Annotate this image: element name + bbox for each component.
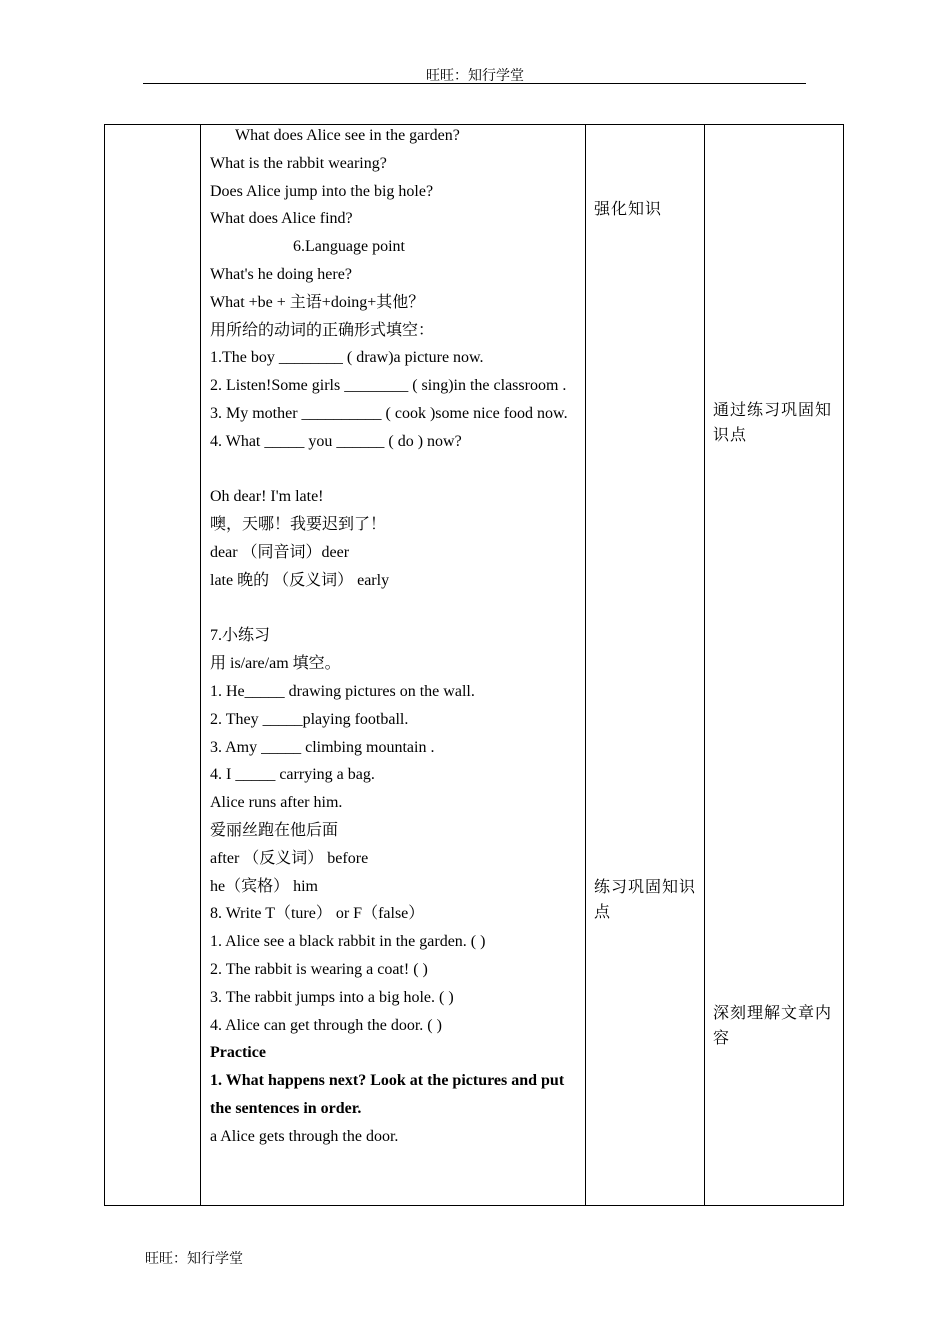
- question-line: What does Alice see in the garden?: [235, 127, 460, 144]
- exercise-item: a Alice gets through the door.: [210, 1127, 399, 1145]
- translation-line: 爱丽丝跑在他后面: [210, 821, 339, 839]
- page-footer-text: 旺旺：知行学堂: [145, 1252, 243, 1267]
- note-practice-consolidate: 通过练习巩固知识点: [713, 402, 833, 444]
- exercise-item: 2. They _____playing football.: [210, 710, 409, 728]
- translation-line: 噢，天哪！我要迟到了！: [210, 516, 387, 534]
- note-deep-understand: 深刻理解文章内容: [713, 1005, 833, 1047]
- page-header-title: 旺旺：知行学堂: [426, 69, 524, 84]
- exercise-instruction: 用所给的动词的正确形式填空：: [210, 321, 435, 339]
- section-heading: Practice: [210, 1044, 266, 1062]
- question-line: What does Alice find?: [210, 210, 353, 228]
- column-divider: [200, 125, 201, 1205]
- exercise-item: 2. The rabbit is wearing a coat! ( ): [210, 960, 428, 978]
- exercise-item: 1. He_____ drawing pictures on the wall.: [210, 682, 475, 700]
- exercise-item: 3. Amy _____ climbing mountain .: [210, 738, 435, 756]
- vocab-line: late 晚的 （反义词） early: [210, 571, 390, 589]
- section-heading: 7.小练习: [210, 627, 271, 645]
- vocab-line: he（宾格） him: [210, 877, 318, 895]
- question-line: What is the rabbit wearing?: [210, 154, 387, 172]
- practice-instruction: 1. What happens next? Look at the pictures and put the sentences in order.: [210, 1072, 565, 1117]
- exercise-item: 3. The rabbit jumps into a big hole. ( ): [210, 988, 454, 1006]
- exercise-item: 3. My mother __________ ( cook )some nice food now.: [210, 404, 568, 422]
- text-line: Alice runs after him.: [210, 794, 343, 812]
- header-divider: [143, 83, 806, 84]
- text-line: Oh dear! I'm late!: [210, 488, 324, 506]
- column-divider: [704, 125, 705, 1205]
- exercise-item: 4. Alice can get through the door. ( ): [210, 1016, 442, 1034]
- lesson-table: [104, 124, 844, 1206]
- exercise-item: 4. I _____ carrying a bag.: [210, 766, 375, 784]
- vocab-line: dear （同音词）deer: [210, 543, 350, 561]
- exercise-instruction: 用 is/are/am 填空。: [210, 655, 341, 673]
- column-divider: [585, 125, 586, 1205]
- exercise-item: 1.The boy ________ ( draw)a picture now.: [210, 349, 484, 367]
- question-line: Does Alice jump into the big hole?: [210, 182, 434, 200]
- section-heading: 8. Write T（ture） or F（false）: [210, 905, 425, 923]
- spacer: [210, 595, 580, 623]
- exercise-item: 1. Alice see a black rabbit in the garden. ( ): [210, 933, 486, 951]
- note-reinforce: 强化知识: [594, 201, 663, 218]
- exercise-item: 2. Listen!Some girls ________ ( sing)in the classroom .: [210, 377, 567, 395]
- exercise-item: 4. What _____ you ______ ( do ) now?: [210, 432, 462, 450]
- section-heading: 6.Language point: [293, 238, 405, 256]
- grammar-pattern: What +be + 主语+doing+其他？: [210, 293, 425, 311]
- lesson-content-cell: [210, 122, 580, 1150]
- text-line: What's he doing here?: [210, 265, 352, 283]
- note-exercise-consolidate: 练习巩固知识点: [594, 879, 697, 921]
- vocab-line: after （反义词） before: [210, 849, 369, 867]
- spacer: [210, 456, 580, 484]
